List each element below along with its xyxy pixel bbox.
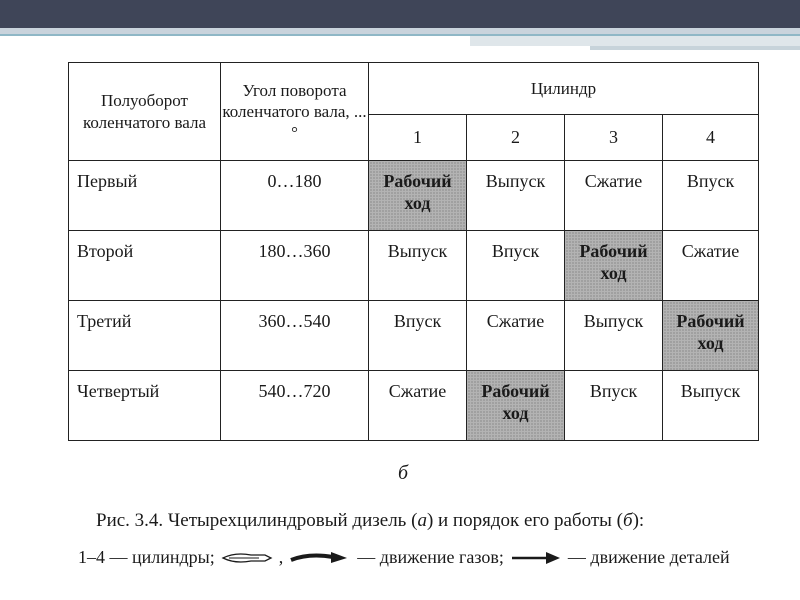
- table-row: [69, 371, 759, 441]
- table-row: [69, 161, 759, 231]
- header-cylinder-4: 4: [663, 115, 759, 161]
- cell-stroke: Сжатие: [663, 231, 759, 301]
- solid-arrow-icon: [510, 551, 562, 565]
- legend-gases: — движение газов;: [357, 547, 504, 567]
- caption-middle: ) и порядок его работы (: [426, 510, 623, 531]
- cell-power-stroke: Рабочий ход: [369, 161, 467, 231]
- cell-power-stroke: Рабочий ход: [467, 371, 565, 441]
- cell-stroke: Выпуск: [369, 231, 467, 301]
- caption-suffix: ):: [632, 510, 645, 531]
- legend-comma: ,: [278, 547, 284, 567]
- cell-stroke: Впуск: [565, 371, 663, 441]
- slide-top-bar: [0, 0, 800, 28]
- cell-stroke: Выпуск: [565, 301, 663, 371]
- row-name: Четвертый: [69, 371, 221, 441]
- table-row: [69, 301, 759, 371]
- caption-letter-b: б: [623, 510, 633, 531]
- header-cylinder-3: 3: [565, 115, 663, 161]
- cell-stroke: Выпуск: [467, 161, 565, 231]
- curved-arrow-icon: [289, 551, 351, 565]
- cell-power-stroke: Рабочий ход: [663, 301, 759, 371]
- header-half-turn: Полуоборот коленчатого вала: [69, 63, 221, 161]
- header-cylinder-1: 1: [369, 115, 467, 161]
- row-name: Третий: [69, 301, 221, 371]
- row-angle: 180…360: [221, 231, 369, 301]
- header-cylinder-2: 2: [467, 115, 565, 161]
- figure-caption: [96, 510, 644, 532]
- legend-cylinders: 1–4 — цилиндры;: [78, 547, 215, 567]
- cell-stroke: Сжатие: [565, 161, 663, 231]
- hollow-arrow-icon: [221, 551, 273, 565]
- caption-letter-a: а: [417, 510, 427, 531]
- row-name: Первый: [69, 161, 221, 231]
- legend-parts: — движение деталей: [567, 547, 730, 567]
- cell-stroke: Сжатие: [467, 301, 565, 371]
- header-cylinder: Цилиндр: [369, 63, 759, 115]
- table-row: [69, 231, 759, 301]
- caption-prefix: Рис. 3.4. Четырехцилиндровый дизель (: [96, 510, 418, 531]
- cell-stroke: Впуск: [369, 301, 467, 371]
- row-name: Второй: [69, 231, 221, 301]
- engine-cycle-table: [68, 62, 759, 441]
- cell-stroke: Впуск: [467, 231, 565, 301]
- header-angle: Угол поворота коленчатого вала, ...°: [221, 63, 369, 161]
- figure-legend: [78, 547, 730, 568]
- figure-letter: б: [398, 462, 409, 484]
- row-angle: 540…720: [221, 371, 369, 441]
- slide-accent-block-small: [590, 46, 800, 50]
- cell-power-stroke: Рабочий ход: [565, 231, 663, 301]
- row-angle: 360…540: [221, 301, 369, 371]
- row-angle: 0…180: [221, 161, 369, 231]
- cell-stroke: Сжатие: [369, 371, 467, 441]
- slide-accent-block: [470, 36, 800, 46]
- cell-stroke: Впуск: [663, 161, 759, 231]
- cell-stroke: Выпуск: [663, 371, 759, 441]
